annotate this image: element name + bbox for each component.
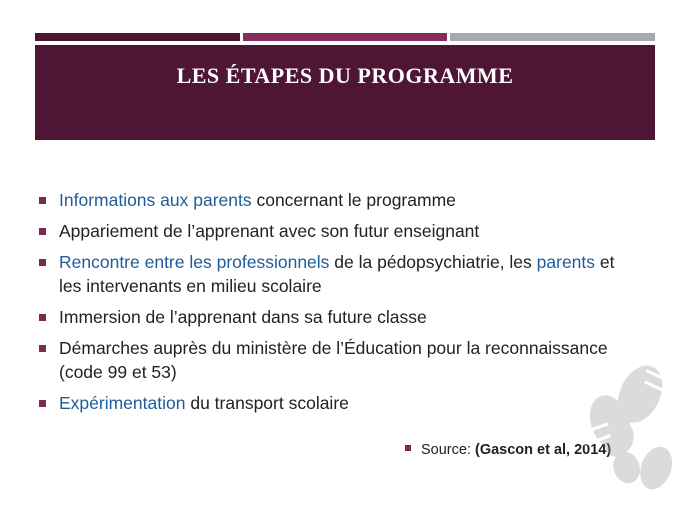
bullet-item — [38, 305, 638, 329]
bullet-text: de la pédopsychiatrie, les — [329, 252, 537, 272]
bullet-text: Démarches auprès du ministère de l’Éducation pour la reconnaissance (code 99 et 53) — [59, 338, 608, 382]
footprints-watermark-icon — [559, 327, 689, 497]
bullet-highlight: parents — [536, 252, 596, 272]
bullet-highlight: Expérimentation — [59, 393, 186, 413]
bullet-item — [38, 250, 638, 298]
accent-bar-gray — [450, 33, 655, 41]
accent-bar-dark — [35, 33, 240, 41]
source-reference: (Gascon et al, 2014) — [475, 442, 612, 458]
bullet-list — [38, 188, 638, 422]
bullet-square-icon — [39, 400, 46, 407]
slide-title: LES ÉTAPES DU PROGRAMME — [176, 63, 514, 88]
bullet-square-icon — [39, 314, 46, 321]
top-accent-bars — [35, 33, 655, 41]
bullet-highlight: Rencontre entre les professionnels — [59, 252, 330, 272]
bullet-text: Appariement de l’apprenant avec son futur enseignant — [59, 221, 480, 241]
bullet-text: et les intervenants en milieu scolaire — [59, 252, 615, 296]
bullet-square-icon — [39, 259, 46, 266]
bullet-item — [38, 188, 638, 212]
title-band — [35, 45, 655, 140]
bullet-item — [38, 219, 638, 243]
source-label: Source: — [421, 442, 475, 458]
bullet-item — [38, 336, 638, 384]
bullet-square-icon — [405, 445, 411, 451]
bullet-square-icon — [39, 345, 46, 352]
bullet-item — [38, 391, 638, 415]
bullet-highlight: Informations aux parents — [59, 190, 252, 210]
bullet-square-icon — [39, 197, 46, 204]
bullet-square-icon — [39, 228, 46, 235]
bullet-text: concernant le programme — [251, 190, 456, 210]
bullet-text: Immersion de l’apprenant dans sa future classe — [59, 307, 427, 327]
accent-bar-magenta — [243, 33, 447, 41]
bullet-text: du transport scolaire — [185, 393, 349, 413]
